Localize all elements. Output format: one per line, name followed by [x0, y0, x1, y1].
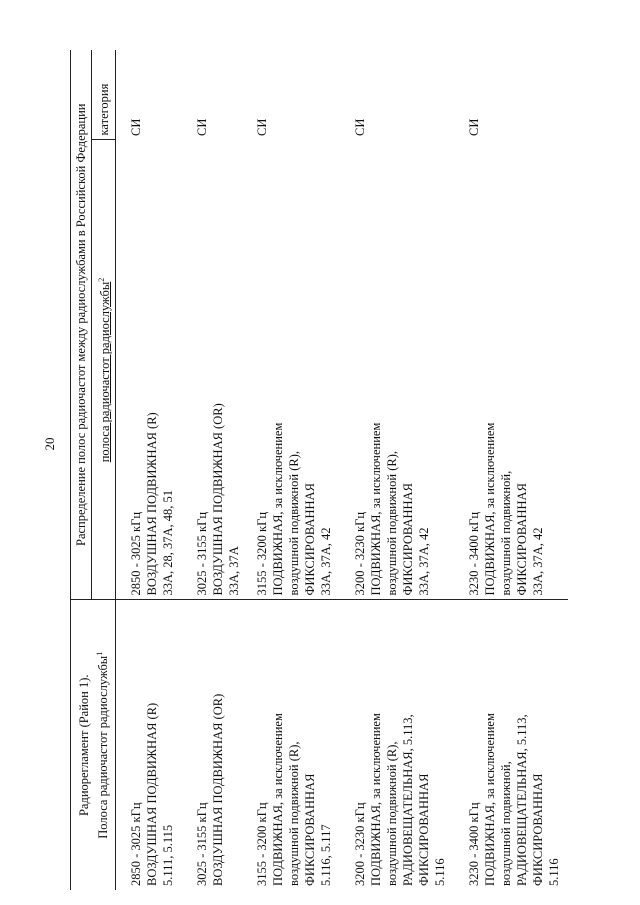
rf-band-line: ПОДВИЖНАЯ, за исключением — [483, 422, 498, 596]
table-row — [182, 50, 242, 890]
rr-band-line: ФИКСИРОВАННАЯ — [531, 773, 546, 886]
rf-band-line: 3200 - 3230 кГц — [353, 511, 368, 596]
category-cell: СИ — [129, 118, 144, 136]
header-allocation-rf: Распределение полос радиочастот между радиослужбами в Российской Федерации — [71, 50, 92, 600]
table-row — [116, 50, 183, 890]
header-radio-regulations-subtitle — [92, 605, 111, 887]
rr-band-line: ВОЗДУШНАЯ ПОДВИЖНАЯ (R) — [145, 702, 160, 886]
header-radio-regulations — [71, 600, 116, 890]
header-radio-regulations-title: Радиорегламент (Район 1). — [76, 674, 91, 817]
category-cell: СИ — [353, 118, 368, 136]
rf-band-line: ПОДВИЖНАЯ, за исключением — [271, 422, 286, 596]
rf-band-cell — [182, 140, 242, 600]
rr-band-line: 5.116 — [547, 858, 562, 886]
rf-band-cell — [116, 140, 183, 600]
header-band-text: полоса радиочастот радиослужбы — [98, 281, 113, 463]
rf-band-line: 3230 - 3400 кГц — [467, 511, 482, 596]
rr-band-line: РАДИОВЕЩАТЕЛЬНАЯ, 5.113, — [401, 714, 416, 886]
rf-band-cell — [242, 140, 340, 600]
rr-band-line: воздушной подвижной (R), — [287, 741, 302, 886]
rf-band-line: 33А, 37А, 42 — [531, 527, 546, 596]
rf-band-line: воздушной подвижной, — [499, 470, 514, 596]
rr-band-line: ПОДВИЖНАЯ, за исключением — [369, 713, 384, 886]
rf-band-line: воздушной подвижной (R), — [385, 451, 400, 596]
rr-band-line: воздушной подвижной (R), — [385, 741, 400, 886]
rf-band-line: 2850 - 3025 кГц — [129, 511, 144, 596]
table-row — [242, 50, 340, 890]
rf-band-line: ФИКСИРОВАННАЯ — [303, 483, 318, 596]
rr-band-line: 5.111, 5.115 — [161, 824, 176, 886]
footnote-marker-1: 1 — [94, 651, 104, 656]
rf-band-line: ФИКСИРОВАННАЯ — [515, 483, 530, 596]
rr-band-line: ФИКСИРОВАННАЯ — [303, 773, 318, 886]
rr-band-line: РАДИОВЕЩАТЕЛЬНАЯ, 5.113, — [515, 714, 530, 886]
rr-band-line: ПОДВИЖНАЯ, за исключением — [483, 713, 498, 886]
rf-band-line: 33А, 37А, 42 — [417, 527, 432, 596]
footnote-marker-2: 2 — [97, 277, 106, 282]
rr-band-line: 5.116, 5.117 — [319, 824, 334, 886]
rr-band-line: ФИКСИРОВАННАЯ — [417, 773, 432, 886]
header-band — [92, 140, 116, 600]
category-cell: СИ — [255, 118, 270, 136]
frequency-allocation-table — [70, 50, 562, 890]
rf-band-line: 33А, 37А — [227, 546, 242, 596]
rf-band-cell — [340, 140, 454, 600]
rr-band-cell — [340, 600, 454, 890]
rr-band-line: ВОЗДУШНАЯ ПОДВИЖНАЯ (OR) — [211, 693, 226, 886]
rr-band-line: 2850 - 3025 кГц — [129, 802, 144, 886]
rr-band-line: 3025 - 3155 кГц — [195, 802, 210, 886]
rf-band-line: 33А, 28, 37А, 48, 51 — [161, 489, 176, 596]
table-row — [340, 50, 454, 890]
rf-band-line: ВОЗДУШНАЯ ПОДВИЖНАЯ (R) — [145, 412, 160, 596]
rr-band-line: 5.116 — [433, 858, 448, 886]
rr-band-line: воздушной подвижной, — [499, 761, 514, 886]
rr-band-line: 3200 - 3230 кГц — [353, 802, 368, 886]
header-left-subtitle-text: Полоса радиочастот радиослужбы — [95, 655, 110, 839]
rf-band-line: ВОЗДУШНАЯ ПОДВИЖНАЯ (OR) — [211, 403, 226, 596]
rf-band-line: ФИКСИРОВАННАЯ — [401, 483, 416, 596]
allocation-table — [70, 50, 568, 890]
rr-band-cell — [242, 600, 340, 890]
rr-band-cell — [182, 600, 242, 890]
rf-band-line: 3155 - 3200 кГц — [255, 511, 270, 596]
table-row — [454, 50, 568, 890]
rr-band-cell — [116, 600, 183, 890]
rr-band-line: 3155 - 3200 кГц — [255, 802, 270, 886]
page-number: 20 — [42, 437, 57, 451]
category-cell: СИ — [195, 118, 210, 136]
rf-band-line: 33А, 37А, 42 — [319, 527, 334, 596]
rr-band-cell — [454, 600, 568, 890]
category-cell: СИ — [467, 118, 482, 136]
rr-band-line: ПОДВИЖНАЯ, за исключением — [271, 713, 286, 886]
rf-band-line: 3025 - 3155 кГц — [195, 511, 210, 596]
rf-band-cell — [454, 140, 568, 600]
rr-band-line: 3230 - 3400 кГц — [467, 802, 482, 886]
header-category: категория — [92, 50, 116, 140]
rf-band-line: ПОДВИЖНАЯ, за исключением — [369, 422, 384, 596]
rf-band-line: воздушной подвижной (R), — [287, 451, 302, 596]
